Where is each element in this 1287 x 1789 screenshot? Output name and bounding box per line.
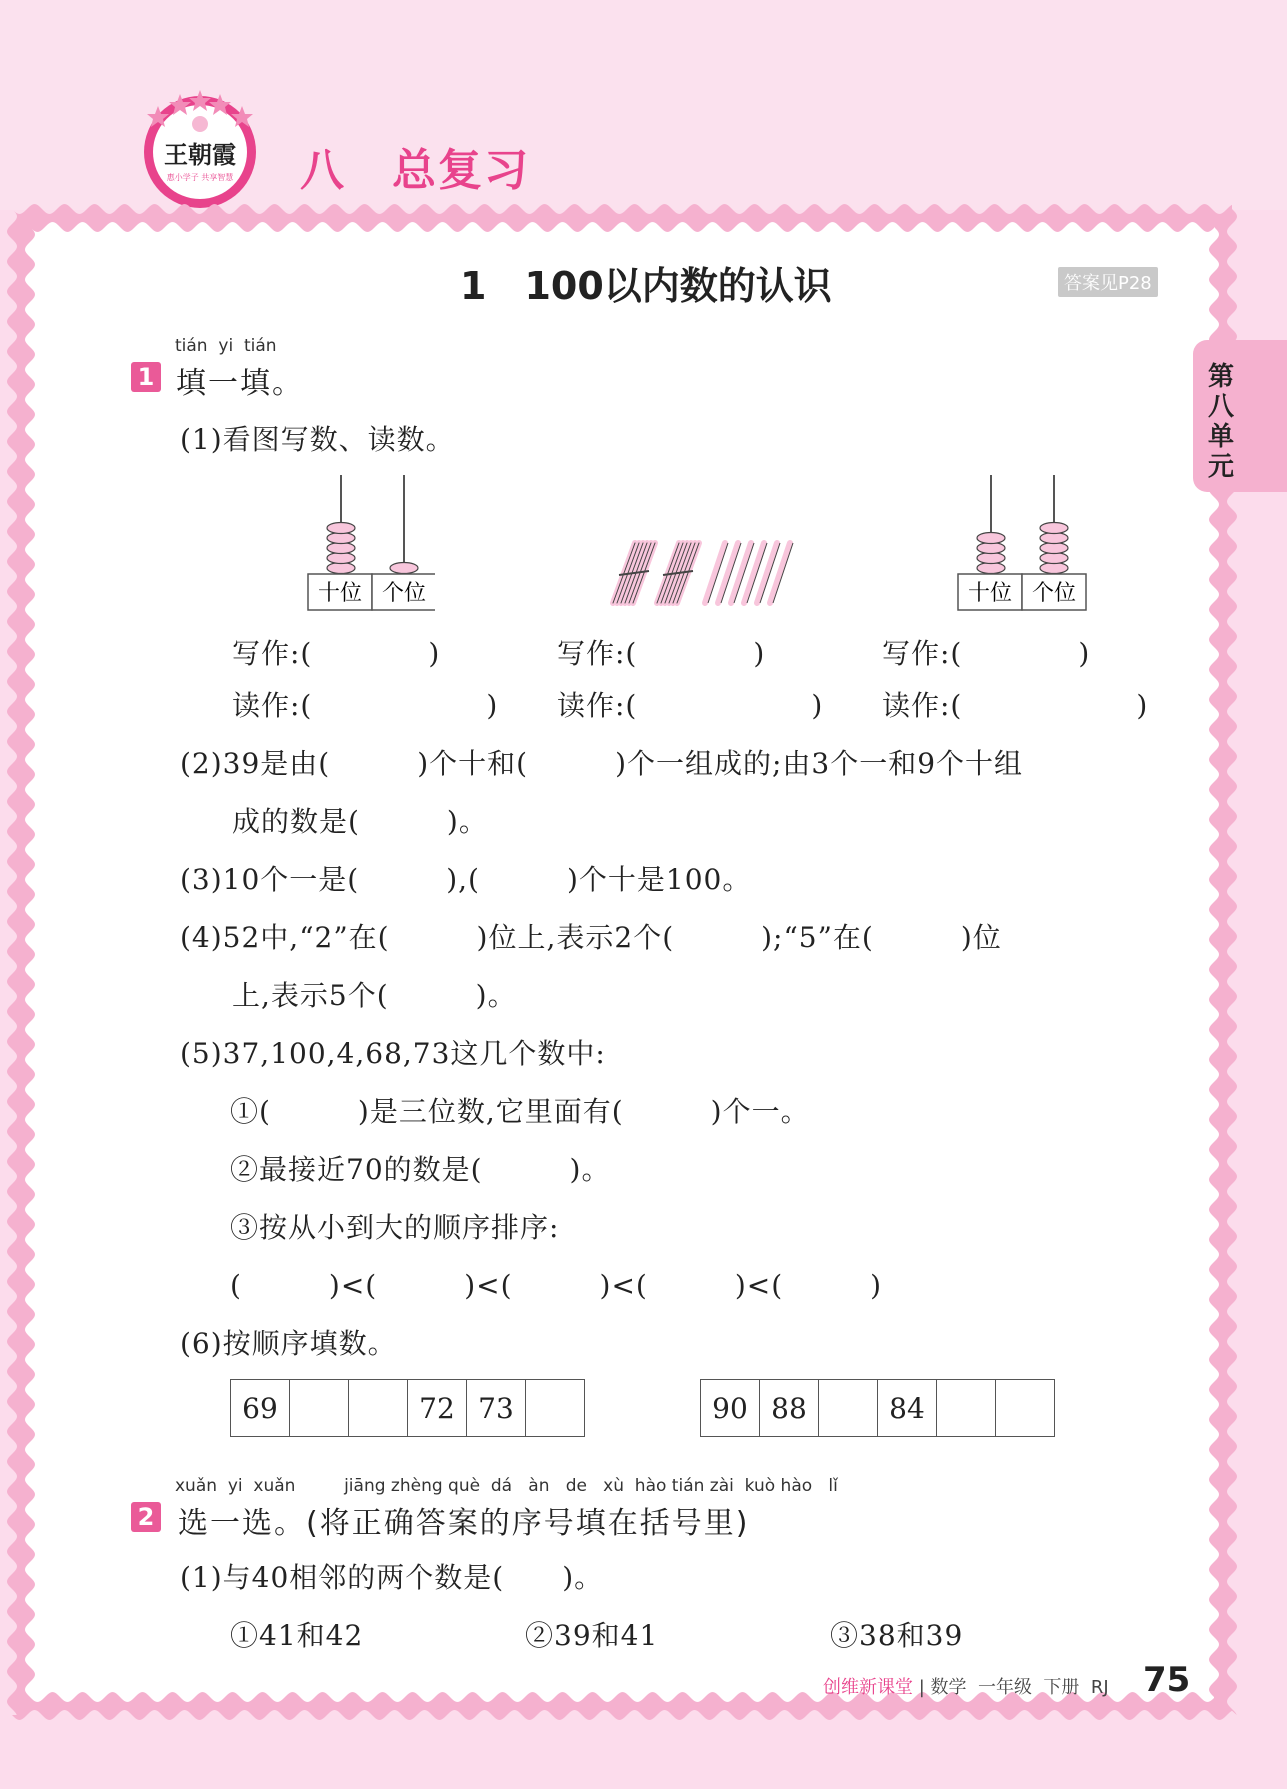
write-blank-3[interactable]: 写作:( ) — [882, 637, 1091, 670]
abacus-bead — [327, 553, 355, 564]
q2-number-badge: 2 — [131, 1502, 161, 1532]
sequence-cell[interactable] — [526, 1380, 585, 1437]
sequence-cell[interactable] — [290, 1380, 349, 1437]
sequence-table-right — [700, 1379, 1055, 1437]
q2-option-3[interactable]: ③38和39 — [830, 1619, 964, 1652]
q1-part5-a[interactable]: ①( )是三位数,它里面有( )个一。 — [230, 1095, 810, 1128]
abacus-bead — [1040, 523, 1068, 534]
stick-bundle — [657, 543, 699, 603]
sequence-table-left — [230, 1379, 585, 1437]
q2-option-2[interactable]: ②39和41 — [525, 1619, 659, 1652]
q1-part5-b[interactable]: ②最接近70的数是( )。 — [230, 1153, 611, 1186]
abacus-bead — [1040, 533, 1068, 544]
abacus-bead — [977, 543, 1005, 554]
abacus-bead — [390, 563, 418, 574]
q1-part1-title: (1)看图写数、读数。 — [180, 423, 455, 456]
sequence-cell[interactable]: 84 — [878, 1380, 937, 1437]
abacus-left — [305, 470, 435, 619]
q1-pinyin: tián yi tián — [175, 336, 277, 356]
q2-title: 选一选。(将正确答案的序号填在括号里) — [178, 1506, 750, 1541]
q2-part1[interactable]: (1)与40相邻的两个数是( )。 — [180, 1561, 604, 1594]
q1-part6-title: (6)按顺序填数。 — [180, 1327, 397, 1360]
lesson-title: 1 100以内数的认识 — [460, 264, 832, 308]
abacus-bead — [977, 533, 1005, 544]
counting-sticks — [605, 535, 795, 619]
read-blank-3[interactable]: 读作:( ) — [882, 689, 1149, 722]
sequence-cell[interactable] — [996, 1380, 1055, 1437]
logo-caption: 惠小学子 共享智慧 — [166, 173, 234, 182]
abacus-bead — [1040, 543, 1068, 554]
footer-info — [823, 1673, 1109, 1699]
answer-reference-badge: 答案见P28 — [1058, 267, 1158, 297]
sequence-cell[interactable] — [937, 1380, 996, 1437]
abacus-bead — [327, 543, 355, 554]
sequence-cell[interactable] — [349, 1380, 408, 1437]
unit-side-tab-label: 第八单元 — [1207, 362, 1234, 482]
q1-part2-line1[interactable]: (2)39是由( )个十和( )个一组成的;由3个一和9个十组 — [180, 747, 1024, 780]
q2-option-1[interactable]: ①41和42 — [230, 1619, 364, 1652]
abacus-left-tens-label: 十位 — [317, 581, 363, 606]
footer-subject: | 数学 一年级 下册 RJ — [913, 1677, 1109, 1698]
abacus-bead — [977, 553, 1005, 564]
abacus-right-tens-label: 十位 — [967, 581, 1013, 606]
q1-part5-title: (5)37,100,4,68,73这几个数中: — [180, 1037, 606, 1070]
abacus-bead — [1040, 553, 1068, 564]
logo-wordmark: 王朝霞 — [164, 140, 236, 169]
q2-pinyin: xuǎn yi xuǎn jiāng zhèng què dá àn de xù hào tián zài kuò hào lǐ — [175, 1476, 838, 1496]
q1-part5-order[interactable]: ( )<( )<( )<( )<( ) — [230, 1269, 883, 1302]
q1-part2-line2[interactable]: 成的数是( )。 — [232, 805, 488, 838]
abacus-bead — [327, 533, 355, 544]
abacus-left-ones-label: 个位 — [381, 581, 427, 606]
page-number: 75 — [1143, 1660, 1191, 1700]
abacus-right-ones-label: 个位 — [1031, 581, 1077, 606]
abacus-bead — [327, 523, 355, 534]
sequence-cell[interactable] — [819, 1380, 878, 1437]
q1-title: 填一填。 — [176, 366, 304, 401]
q1-part4-line1[interactable]: (4)52中,“2”在( )位上,表示2个( );“5”在( )位 — [180, 921, 1002, 954]
q1-number-badge: 1 — [131, 362, 161, 392]
sequence-cell[interactable]: 72 — [408, 1380, 467, 1437]
write-blank-1[interactable]: 写作:( ) — [232, 637, 441, 670]
abacus-bead — [327, 563, 355, 574]
sequence-cell[interactable]: 90 — [701, 1380, 760, 1437]
stick-bundle — [613, 543, 655, 603]
read-blank-2[interactable]: 读作:( ) — [557, 689, 824, 722]
abacus-bead — [977, 563, 1005, 574]
footer-brand: 创维新课堂 — [823, 1677, 913, 1698]
sequence-cell[interactable]: 73 — [467, 1380, 526, 1437]
write-blank-2[interactable]: 写作:( ) — [557, 637, 766, 670]
abacus-right — [955, 470, 1087, 619]
read-blank-1[interactable]: 读作:( ) — [232, 689, 499, 722]
sequence-cell[interactable]: 88 — [760, 1380, 819, 1437]
q1-part5-c: ③按从小到大的顺序排序: — [230, 1211, 560, 1244]
q1-part3[interactable]: (3)10个一是( ),( )个十是100。 — [180, 863, 752, 896]
unit-title: 八 总复习 — [300, 145, 530, 196]
brand-logo — [138, 88, 262, 212]
abacus-bead — [1040, 563, 1068, 574]
q1-part4-line2[interactable]: 上,表示5个( )。 — [232, 979, 517, 1012]
sequence-cell[interactable]: 69 — [231, 1380, 290, 1437]
